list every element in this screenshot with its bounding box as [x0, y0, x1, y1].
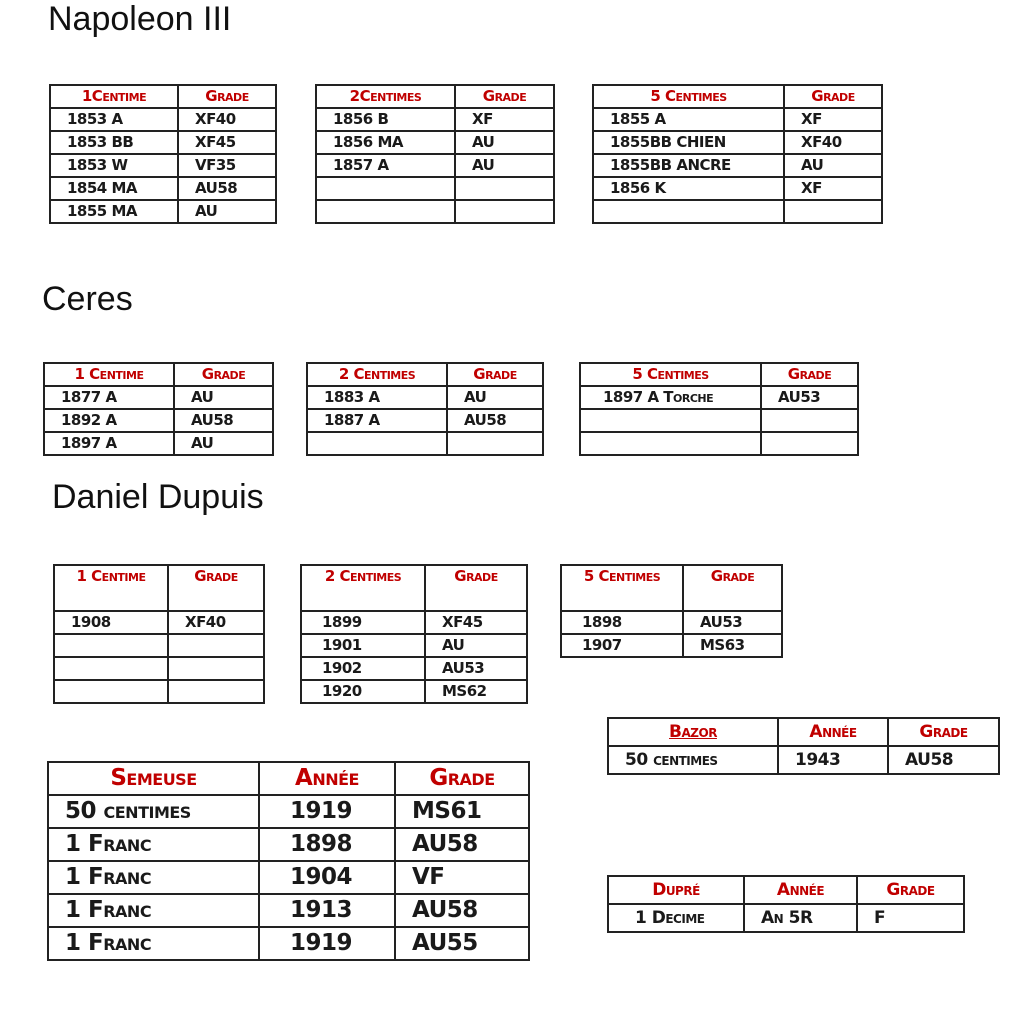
semeuse-table: [47, 761, 530, 961]
table-row: [580, 432, 858, 455]
table-cell: AU: [447, 386, 543, 409]
table-cell: 1855BB CHIEN: [593, 131, 784, 154]
section-title-ceres: Ceres: [42, 280, 133, 318]
column-header: Bazor: [608, 718, 778, 746]
column-header: 1 Centime: [54, 565, 168, 611]
table-cell: 1943: [778, 746, 888, 774]
table-row: [50, 108, 276, 131]
column-header: 5 Centimes: [580, 363, 761, 386]
table-cell: F: [857, 904, 964, 932]
table-row: [54, 680, 264, 703]
dupuis-1-centime-table: [53, 564, 265, 704]
table-cell: MS63: [683, 634, 782, 657]
column-header: Année: [778, 718, 888, 746]
column-header: Grade: [683, 565, 782, 611]
table-cell: [54, 634, 168, 657]
table-cell: XF: [784, 108, 882, 131]
ceres-5-centimes-table: [579, 362, 859, 456]
column-header: Grade: [395, 762, 529, 795]
table-cell: AU58: [447, 409, 543, 432]
table-row: [580, 409, 858, 432]
table-row: [301, 611, 527, 634]
table-cell: 1887 A: [307, 409, 447, 432]
dupuis-2-centimes-table: [300, 564, 528, 704]
table-cell: 1899: [301, 611, 425, 634]
table-cell: AU53: [761, 386, 858, 409]
table-row: [307, 409, 543, 432]
table-cell: AU: [174, 432, 273, 455]
table-cell: 1908: [54, 611, 168, 634]
table-row: [50, 200, 276, 223]
table-cell: [784, 200, 882, 223]
table-cell: 1855BB ANCRE: [593, 154, 784, 177]
table-cell: AU: [425, 634, 527, 657]
table-row: [48, 927, 529, 960]
table-cell: VF35: [178, 154, 276, 177]
table-header-row: [50, 85, 276, 108]
table-cell: 1856 B: [316, 108, 455, 131]
table-header-row: [307, 363, 543, 386]
column-header: 2 Centimes: [307, 363, 447, 386]
table-row: [301, 680, 527, 703]
table-row: [48, 795, 529, 828]
table-cell: 1855 MA: [50, 200, 178, 223]
column-header: Grade: [178, 85, 276, 108]
table-header-row: [48, 762, 529, 795]
table-cell: 1901: [301, 634, 425, 657]
table-row: [44, 432, 273, 455]
table-row: [54, 657, 264, 680]
napoleon-2-centimes-table: [315, 84, 555, 224]
table-cell: 50 centimes: [48, 795, 259, 828]
column-header: Grade: [447, 363, 543, 386]
table-cell: AU53: [683, 611, 782, 634]
table-row: [44, 386, 273, 409]
bazor-table: [607, 717, 1000, 775]
column-header: 5 Centimes: [561, 565, 683, 611]
table-row: [50, 177, 276, 200]
table-header-row: [44, 363, 273, 386]
table-cell: 1 Franc: [48, 828, 259, 861]
table-cell: [580, 409, 761, 432]
table-cell: 1856 MA: [316, 131, 455, 154]
column-header: Grade: [888, 718, 999, 746]
table-cell: [455, 177, 554, 200]
table-cell: 50 centimes: [608, 746, 778, 774]
column-header: 2Centimes: [316, 85, 455, 108]
table-cell: AU: [455, 154, 554, 177]
table-cell: 1919: [259, 795, 395, 828]
table-cell: 1855 A: [593, 108, 784, 131]
table-cell: 1883 A: [307, 386, 447, 409]
dupre-table: [607, 875, 965, 933]
table-cell: XF40: [784, 131, 882, 154]
column-header: 5 Centimes: [593, 85, 784, 108]
table-row: [316, 200, 554, 223]
column-header: Semeuse: [48, 762, 259, 795]
table-cell: XF40: [168, 611, 264, 634]
column-header: 1 Centime: [44, 363, 174, 386]
column-header: Grade: [857, 876, 964, 904]
table-cell: AU: [174, 386, 273, 409]
column-header: Année: [259, 762, 395, 795]
table-cell: XF: [455, 108, 554, 131]
table-header-row: [608, 718, 999, 746]
table-row: [593, 154, 882, 177]
column-header: 2 Centimes: [301, 565, 425, 611]
table-header-row: [561, 565, 782, 611]
table-cell: 1913: [259, 894, 395, 927]
napoleon-1-centime-table: [49, 84, 277, 224]
table-row: [580, 386, 858, 409]
table-cell: [168, 680, 264, 703]
table-row: [54, 611, 264, 634]
table-row: [316, 154, 554, 177]
table-row: [50, 131, 276, 154]
table-cell: AU58: [178, 177, 276, 200]
table-header-row: [608, 876, 964, 904]
table-cell: 1856 K: [593, 177, 784, 200]
table-cell: VF: [395, 861, 529, 894]
table-cell: [447, 432, 543, 455]
table-cell: 1919: [259, 927, 395, 960]
table-cell: [54, 680, 168, 703]
table-row: [301, 657, 527, 680]
section-title-napoleon: Napoleon III: [48, 0, 232, 38]
table-row: [50, 154, 276, 177]
table-cell: 1898: [561, 611, 683, 634]
table-cell: AU58: [395, 894, 529, 927]
table-row: [44, 409, 273, 432]
table-row: [608, 904, 964, 932]
table-cell: [168, 657, 264, 680]
table-cell: 1898: [259, 828, 395, 861]
table-cell: 1853 BB: [50, 131, 178, 154]
table-row: [316, 108, 554, 131]
table-cell: [761, 409, 858, 432]
table-cell: 1904: [259, 861, 395, 894]
table-row: [48, 861, 529, 894]
table-cell: AU: [178, 200, 276, 223]
table-row: [54, 634, 264, 657]
table-cell: 1 Franc: [48, 861, 259, 894]
column-header: Grade: [168, 565, 264, 611]
table-header-row: [593, 85, 882, 108]
table-row: [48, 828, 529, 861]
table-cell: 1907: [561, 634, 683, 657]
column-header: 1Centime: [50, 85, 178, 108]
table-cell: [307, 432, 447, 455]
table-cell: 1853 A: [50, 108, 178, 131]
column-header: Grade: [174, 363, 273, 386]
column-header: Grade: [784, 85, 882, 108]
table-cell: XF: [784, 177, 882, 200]
table-cell: 1920: [301, 680, 425, 703]
table-cell: AU: [455, 131, 554, 154]
table-cell: 1 Decime: [608, 904, 744, 932]
column-header: Grade: [455, 85, 554, 108]
table-cell: [580, 432, 761, 455]
table-cell: 1897 A Torche: [580, 386, 761, 409]
table-row: [593, 108, 882, 131]
ceres-2-centimes-table: [306, 362, 544, 456]
table-cell: 1853 W: [50, 154, 178, 177]
table-row: [316, 177, 554, 200]
table-cell: [593, 200, 784, 223]
table-cell: MS61: [395, 795, 529, 828]
table-cell: MS62: [425, 680, 527, 703]
table-row: [307, 386, 543, 409]
table-cell: AU55: [395, 927, 529, 960]
table-cell: 1877 A: [44, 386, 174, 409]
table-row: [593, 200, 882, 223]
table-cell: An 5R: [744, 904, 857, 932]
table-cell: [455, 200, 554, 223]
table-row: [593, 131, 882, 154]
table-row: [593, 177, 882, 200]
table-cell: 1854 MA: [50, 177, 178, 200]
table-cell: XF45: [425, 611, 527, 634]
column-header: Année: [744, 876, 857, 904]
table-cell: [54, 657, 168, 680]
table-cell: [316, 200, 455, 223]
column-header: Grade: [761, 363, 858, 386]
table-cell: XF40: [178, 108, 276, 131]
table-row: [301, 634, 527, 657]
table-cell: 1897 A: [44, 432, 174, 455]
table-header-row: [580, 363, 858, 386]
table-row: [561, 634, 782, 657]
table-header-row: [54, 565, 264, 611]
column-header: Grade: [425, 565, 527, 611]
table-row: [48, 894, 529, 927]
napoleon-5-centimes-table: [592, 84, 883, 224]
table-cell: AU58: [395, 828, 529, 861]
table-cell: AU: [784, 154, 882, 177]
table-cell: 1 Franc: [48, 894, 259, 927]
ceres-1-centime-table: [43, 362, 274, 456]
table-row: [608, 746, 999, 774]
table-cell: AU58: [888, 746, 999, 774]
table-header-row: [316, 85, 554, 108]
section-title-dupuis: Daniel Dupuis: [52, 478, 264, 516]
table-cell: [168, 634, 264, 657]
dupuis-5-centimes-table: [560, 564, 783, 658]
table-cell: 1857 A: [316, 154, 455, 177]
table-header-row: [301, 565, 527, 611]
table-cell: 1 Franc: [48, 927, 259, 960]
table-cell: [761, 432, 858, 455]
column-header: Dupré: [608, 876, 744, 904]
table-cell: AU53: [425, 657, 527, 680]
table-row: [316, 131, 554, 154]
table-cell: XF45: [178, 131, 276, 154]
table-cell: 1892 A: [44, 409, 174, 432]
table-cell: AU58: [174, 409, 273, 432]
table-row: [561, 611, 782, 634]
table-row: [307, 432, 543, 455]
table-cell: [316, 177, 455, 200]
table-cell: 1902: [301, 657, 425, 680]
